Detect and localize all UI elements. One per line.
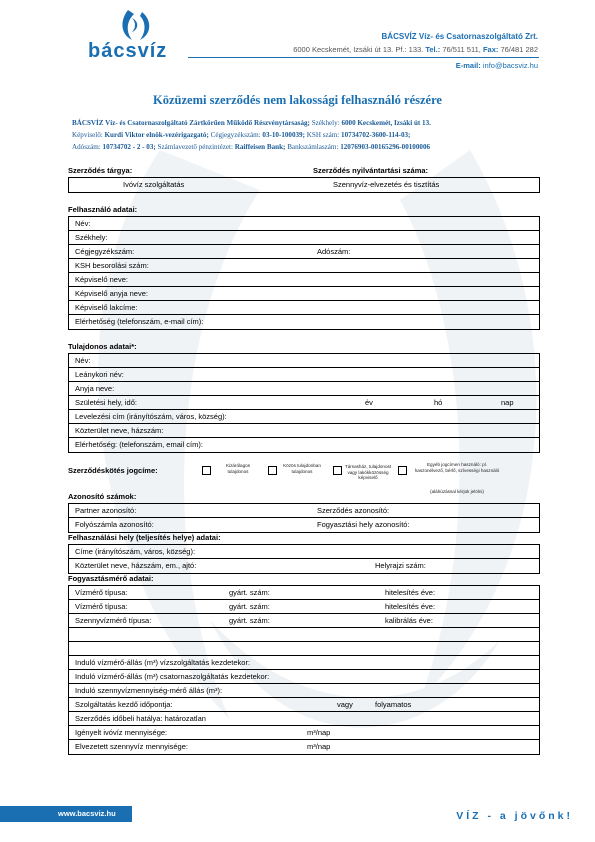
email-label: E-mail: (455, 61, 481, 70)
owner-mail-field[interactable]: Levelezési cím (irányítószám, város, község): (69, 410, 539, 424)
intro-seat-label: Székhely: (311, 119, 340, 127)
intro-bank: Raiffeisen Bank; (234, 143, 286, 151)
subject-sewage[interactable]: Szennyvíz-elvezetés és tisztítás (333, 180, 440, 189)
meter-blank-row-2 (69, 642, 539, 656)
owner-section-title: Tulajdonos adatai*: (68, 342, 137, 351)
checkbox-condominium[interactable] (333, 466, 342, 475)
subject-water[interactable]: Ivóvíz szolgáltatás (123, 180, 185, 189)
owner-birth-row (69, 396, 539, 410)
checkbox-joint-owner[interactable] (268, 466, 277, 475)
address-text: 6000 Kecskemét, Izsáki út 13. Pf.: 133. (293, 45, 424, 54)
ids-section-title: Azonosító számok: (68, 492, 137, 501)
service-start-row (69, 698, 539, 712)
water-qty-field[interactable]: Igényelt ivóvíz mennyisége: (75, 728, 168, 737)
validity-row: Szerződés időbeli hatálya: határozatlan (69, 712, 539, 726)
place-street-row (69, 559, 539, 573)
meter-section-title: Fogyasztásmérő adatai: (68, 574, 154, 583)
user-creg-row (69, 245, 539, 259)
contract-id-field[interactable]: Szerződés azonosító: (317, 506, 390, 515)
intro-creg-label: Cégjegyzékszám: (210, 131, 261, 139)
user-rep-mother-field[interactable]: Képviselő anyja neve: (69, 287, 539, 301)
registration-number-label: Szerződés nyilvántartási száma: (313, 166, 429, 175)
logo-drop-icon (118, 8, 154, 42)
user-name-field[interactable]: Név: (69, 217, 539, 231)
owner-birth-day: nap (501, 398, 514, 407)
option-joint-owner: Közös tulajdonban tulajdonos (283, 463, 321, 474)
company-name: BÁCSVÍZ Víz- és Csatornaszolgáltató Zrt. (381, 32, 538, 41)
intro-ksh: 10734702-3600-114-03; (341, 131, 411, 139)
option-exclusive-owner: Kizárólagos tulajdonos (225, 463, 250, 474)
owner-birth-year: év (365, 398, 373, 407)
waste-qty-unit: m³/nap (307, 742, 331, 751)
logo-text: bácsvíz (88, 40, 168, 62)
owner-street-field[interactable]: Közterület neve, házszám: (69, 424, 539, 438)
place-section-title: Felhasználási hely (teljesítés helye) adatai: (68, 533, 221, 542)
meter-blank-row (69, 628, 539, 642)
option-condominium: Társasház, tulajdonost vagy lakókközösség képviselő (344, 464, 392, 480)
checkbox-other-user[interactable] (398, 466, 407, 475)
option-other-user: Egyéb jogcímen használó: pl. haszonélvező, bérlő, szívességi használó (414, 462, 500, 473)
owner-birth-field[interactable]: Születési hely, idő: (75, 398, 137, 407)
intro-paragraph (72, 117, 542, 153)
document-title: Közüzemi szerződés nem lakossági felhasználó részére (153, 93, 442, 107)
meter-row-3 (69, 614, 539, 628)
water-qty-unit: m³/nap (307, 728, 331, 737)
consumption-id-field[interactable]: Fogyasztási hely azonosító: (317, 520, 410, 529)
place-street-field[interactable]: Közterület neve, házszám, em., ajtó: (75, 561, 197, 570)
service-or-text: vagy (337, 700, 353, 709)
intro-rep: Kurdi Viktor elnök-vezérigazgató; (104, 131, 209, 139)
user-rep-field[interactable]: Képviselő neve: (69, 273, 539, 287)
user-contact-field[interactable]: Elérhetőség (telefonszám, e-mail cím): (75, 317, 204, 326)
checkbox-exclusive-owner[interactable] (202, 466, 211, 475)
meter1-type-field[interactable]: Vízmérő típusa: (75, 588, 128, 597)
waste-qty-field[interactable]: Elvezetett szennyvíz mennyisége: (75, 742, 188, 751)
email-value[interactable]: info@bacsviz.hu (482, 61, 538, 70)
legal-note: (aláhúzással kérjük jelölni) (430, 489, 484, 494)
legal-title-label: Szerződéskötés jogcíme: (68, 466, 158, 475)
meter-row-1 (69, 586, 539, 600)
intro-tax: 10734702 - 2 - 03; (102, 143, 156, 151)
account-id-field[interactable]: Folyószámla azonosító: (75, 520, 154, 529)
subject-box (68, 177, 540, 193)
owner-box (68, 353, 540, 453)
company-email (456, 61, 538, 70)
footer-slogan: VÍZ - a jövőnk! (456, 810, 573, 822)
meter-row-2 (69, 600, 539, 614)
partner-id-field[interactable]: Partner azonosító: (75, 506, 137, 515)
user-tax-field[interactable]: Adószám: (317, 247, 351, 256)
company-address (293, 45, 538, 54)
intro-rep-label: Képviselő: (72, 131, 103, 139)
owner-maiden-field[interactable]: Leánykori név: (69, 368, 539, 382)
owner-mother-field[interactable]: Anyja neve: (69, 382, 539, 396)
meter2-type-field[interactable]: Vízmérő típusa: (75, 602, 128, 611)
header-divider (188, 57, 539, 58)
tel-value: 76/511 511, (442, 45, 481, 54)
fax-value: 76/481 282 (500, 45, 538, 54)
fax-label: Fax: (482, 45, 499, 54)
meter3-calib-field[interactable]: kalibrálás éve: (385, 616, 433, 625)
ids-row-1 (69, 504, 539, 518)
meter1-cert-field[interactable]: hitelesítés éve: (385, 588, 436, 597)
user-box (68, 216, 540, 330)
waste-qty-row (69, 740, 539, 754)
place-lot-field[interactable]: Helyrajzi szám: (375, 561, 426, 570)
water-qty-row (69, 726, 539, 740)
user-ksh-field[interactable]: KSH besorolási szám: (69, 259, 539, 273)
intro-acc: 12076903-00165296-00100006 (340, 143, 431, 151)
meter2-serial-field[interactable]: gyárt. szám: (229, 602, 270, 611)
user-rep-address-field[interactable]: Képviselő lakcíme: (69, 301, 539, 315)
owner-birth-month: hó (434, 398, 443, 407)
ids-row-2 (69, 518, 539, 532)
place-address-field[interactable]: Címe (irányítószám, város, község): (69, 545, 539, 559)
start-reading-wastewater[interactable]: Induló szennyvízmennyiség-mérő állás (m³): (69, 684, 539, 698)
owner-contact-field[interactable]: Elérhetőség: (telefonszám, email cím): (75, 440, 203, 449)
user-creg-field[interactable]: Cégjegyzékszám: (75, 247, 135, 256)
meter3-type-field[interactable]: Szennyvízmérő típusa: (75, 616, 152, 625)
start-reading-sewer[interactable]: Induló vízmérő-állás (m³) csatornaszolgáltatás kezdetekor: (69, 670, 539, 684)
meter1-serial-field[interactable]: gyárt. szám: (229, 588, 270, 597)
intro-tax-label: Adószám: (72, 143, 101, 151)
intro-creg: 03-10-100039; (262, 131, 305, 139)
intro-ksh-label: KSH szám: (306, 131, 340, 139)
intro-company: BÁCSVÍZ Víz- és Csatornaszolgáltató Zártkörűen Működő Részvénytársaság; (72, 119, 310, 127)
service-start-field[interactable]: Szolgáltatás kezdő időpontja: (75, 700, 173, 709)
intro-acc-label: Bankszámlaszám: (287, 143, 339, 151)
meter2-cert-field[interactable]: hitelesítés éve: (385, 602, 436, 611)
meter3-serial-field[interactable]: gyárt. szám: (229, 616, 270, 625)
user-section-title: Felhasználó adatai: (68, 205, 138, 214)
user-seat-field[interactable]: Székhely: (69, 231, 539, 245)
footer-website-link[interactable]: www.bacsviz.hu (58, 809, 116, 818)
start-reading-water[interactable]: Induló vízmérő-állás (m³) vízszolgáltatás kezdetekor: (69, 656, 539, 670)
intro-bank-label: Számlavezető pénzintézet: (157, 143, 233, 151)
service-continuous-option[interactable]: folyamatos (375, 700, 412, 709)
intro-seat: 6000 Kecskemét, Izsáki út 13. (341, 119, 431, 127)
place-box (68, 544, 540, 574)
meter-box (68, 585, 540, 755)
subject-row (69, 178, 539, 192)
subject-label: Szerződés tárgya: (68, 166, 133, 175)
ids-box (68, 503, 540, 533)
tel-label: Tel.: (425, 45, 441, 54)
owner-name-field[interactable]: Név: (69, 354, 539, 368)
